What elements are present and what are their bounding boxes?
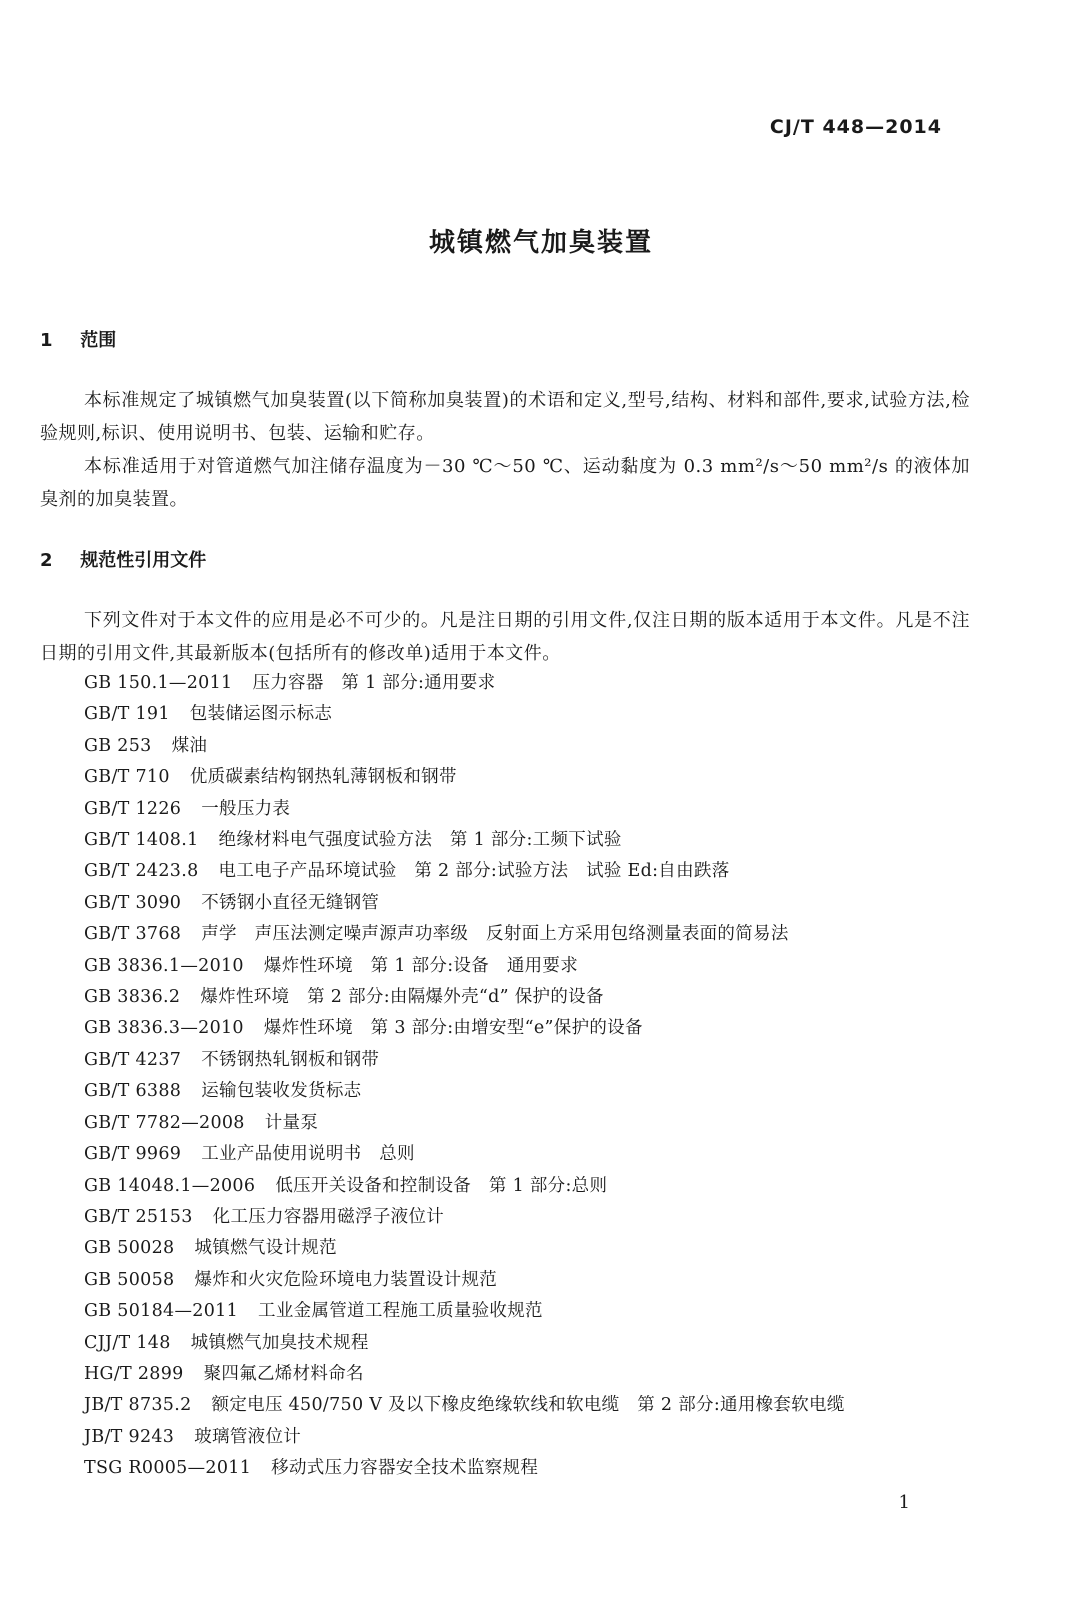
reference-item: [84, 1013, 845, 1044]
reference-item: [84, 1202, 845, 1233]
reference-title: 爆炸性环境 第 3 部分:由增安型“e”保护的设备: [263, 1018, 643, 1039]
reference-item: [84, 919, 845, 950]
page-number: 1: [898, 1492, 910, 1513]
reference-code: GB 50058: [84, 1269, 175, 1290]
reference-item: [84, 888, 845, 919]
reference-item: [84, 762, 845, 793]
reference-code: GB/T 1226: [84, 798, 182, 819]
reference-code: JB/T 8735.2: [84, 1395, 192, 1416]
reference-title: 城镇燃气加臭技术规程: [190, 1332, 369, 1353]
reference-code: HG/T 2899: [84, 1363, 184, 1384]
scope-paragraph-2: 本标准适用于对管道燃气加注储存温度为－30 ℃～50 ℃、运动黏度为 0.3 mm²/s～50 mm²/s 的液体加臭剂的加臭装置。: [40, 456, 970, 510]
reference-code: GB 3836.3—2010: [84, 1018, 244, 1039]
reference-item: [84, 1076, 845, 1107]
reference-title: 爆炸性环境 第 2 部分:由隔爆外壳“d” 保护的设备: [200, 987, 604, 1008]
reference-title: 不锈钢热轧钢板和钢带: [201, 1049, 380, 1070]
reference-title: 爆炸性环境 第 1 部分:设备 通用要求: [263, 955, 579, 976]
reference-title: 包装储运图示标志: [189, 704, 333, 725]
reference-code: GB/T 7782—2008: [84, 1112, 245, 1133]
reference-code: GB 150.1—2011: [84, 673, 233, 693]
reference-list: [84, 668, 845, 1485]
reference-item: [84, 1359, 845, 1390]
section-1-title: 范围: [80, 330, 117, 351]
reference-code: GB/T 191: [84, 704, 170, 725]
reference-item: [84, 1296, 845, 1327]
reference-code: GB/T 1408.1: [84, 830, 199, 851]
reference-code: GB 253: [84, 735, 152, 756]
reference-item: [84, 1422, 845, 1453]
reference-item: [84, 825, 845, 856]
reference-item: [84, 951, 845, 982]
section-2-title: 规范性引用文件: [80, 550, 207, 571]
reference-title: 工业产品使用说明书 总则: [201, 1144, 415, 1165]
reference-title: 声学 声压法测定噪声源声功率级 反射面上方采用包络测量表面的简易法: [201, 924, 789, 945]
reference-title: 不锈钢小直径无缝钢管: [201, 892, 380, 913]
reference-title: 玻璃管液位计: [194, 1426, 302, 1447]
section-1-heading: [40, 326, 116, 352]
reference-title: 工业金属管道工程施工质量验收规范: [258, 1301, 543, 1322]
reference-title: 煤油: [171, 735, 208, 756]
reference-item: [84, 1171, 845, 1202]
reference-title: 低压开关设备和控制设备 第 1 部分:总则: [275, 1175, 608, 1196]
reference-item: [84, 982, 845, 1013]
reference-title: 优质碳素结构钢热轧薄钢板和钢带: [189, 767, 457, 788]
section-2-heading: [40, 546, 206, 572]
reference-title: 移动式压力容器安全技术监察规程: [271, 1458, 539, 1479]
reference-item: [84, 1139, 845, 1170]
reference-item: [84, 699, 845, 730]
reference-code: GB/T 2423.8: [84, 861, 199, 882]
reference-title: 化工压力容器用磁浮子液位计: [212, 1206, 445, 1227]
reference-code: GB/T 710: [84, 767, 170, 788]
reference-title: 额定电压 450/750 V 及以下橡皮绝缘软线和软电缆 第 2 部分:通用橡套软电缆: [211, 1395, 845, 1416]
section-2-number: 2: [40, 550, 53, 571]
section-1-number: 1: [40, 330, 53, 351]
references-intro: 下列文件对于本文件的应用是必不可少的。凡是注日期的引用文件,仅注日期的版本适用于本文件。凡是不注日期的引用文件,其最新版本(包括所有的修改单)适用于本文件。: [40, 610, 970, 664]
reference-title: 电工电子产品环境试验 第 2 部分:试验方法 试验 Ed:自由跌落: [218, 861, 730, 882]
reference-code: JB/T 9243: [84, 1426, 175, 1447]
document-title: 城镇燃气加臭装置: [428, 228, 653, 258]
reference-title: 一般压力表: [201, 798, 291, 819]
reference-code: GB 3836.1—2010: [84, 955, 244, 976]
reference-code: GB 50184—2011: [84, 1301, 239, 1322]
standard-number: CJ/T 448—2014: [769, 116, 942, 138]
reference-code: TSG R0005—2011: [84, 1458, 252, 1479]
reference-code: GB/T 6388: [84, 1081, 182, 1102]
reference-item: [84, 731, 845, 762]
reference-item: [84, 1390, 845, 1421]
reference-code: GB/T 3090: [84, 892, 182, 913]
reference-title: 绝缘材料电气强度试验方法 第 1 部分:工频下试验: [218, 830, 622, 851]
reference-code: GB 50028: [84, 1238, 175, 1259]
reference-code: GB/T 4237: [84, 1049, 182, 1070]
reference-code: GB 14048.1—2006: [84, 1175, 256, 1196]
reference-item: [84, 668, 845, 699]
reference-title: 运输包装收发货标志: [201, 1081, 362, 1102]
reference-item: [84, 1233, 845, 1264]
reference-item: [84, 1328, 845, 1359]
reference-item: [84, 1453, 845, 1484]
reference-item: [84, 856, 845, 887]
reference-code: GB/T 9969: [84, 1144, 182, 1165]
reference-code: GB/T 25153: [84, 1206, 193, 1227]
reference-item: [84, 1045, 845, 1076]
reference-title: 城镇燃气设计规范: [194, 1238, 337, 1259]
reference-item: [84, 794, 845, 825]
reference-item: [84, 1108, 845, 1139]
reference-title: 爆炸和火灾危险环境电力装置设计规范: [194, 1269, 498, 1290]
reference-item: [84, 1265, 845, 1296]
reference-code: GB 3836.2: [84, 987, 181, 1008]
reference-code: GB/T 3768: [84, 924, 182, 945]
reference-title: 计量泵: [264, 1112, 319, 1133]
reference-title: 压力容器 第 1 部分:通用要求: [252, 673, 496, 693]
reference-title: 聚四氟乙烯材料命名: [203, 1363, 364, 1384]
reference-code: CJJ/T 148: [84, 1332, 171, 1353]
scope-paragraph-1: 本标准规定了城镇燃气加臭装置(以下简称加臭装置)的术语和定义,型号,结构、材料和部件,要求,试验方法,检验规则,标识、使用说明书、包装、运输和贮存。: [40, 390, 970, 444]
